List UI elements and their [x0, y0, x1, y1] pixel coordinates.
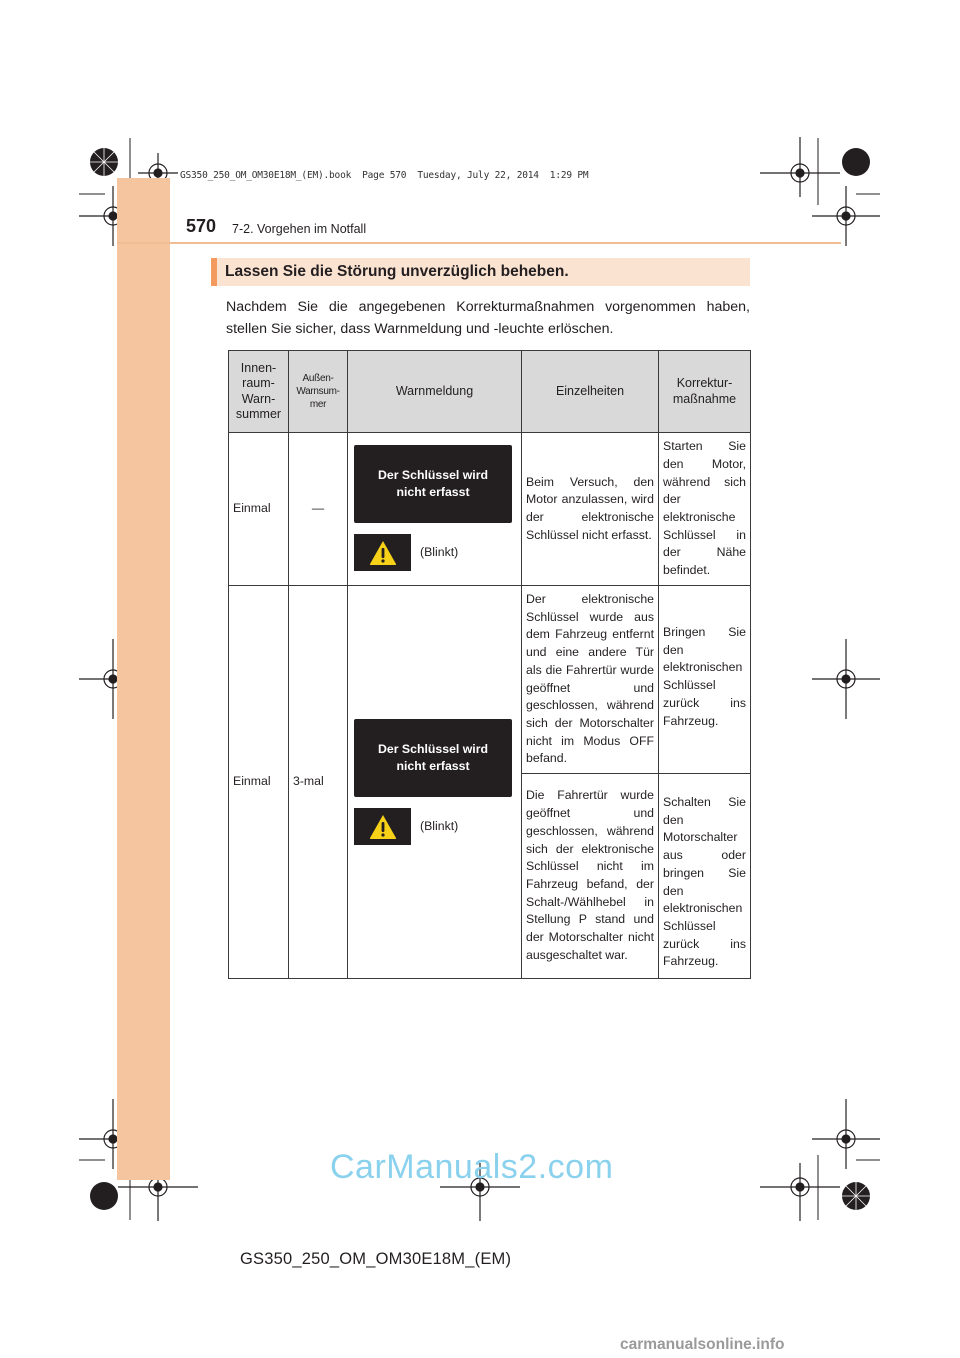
- cell-message: [348, 586, 522, 979]
- cell-action: Bringen Sie den elektronischen Schlüssel zurück ins Fahrzeug.: [659, 586, 751, 774]
- header-line: Außen-: [302, 373, 334, 384]
- display-message-box: [354, 719, 512, 797]
- box-heading: Lassen Sie die Störung unverzüglich beheben.: [211, 258, 750, 286]
- warning-triangle-icon: [354, 534, 411, 571]
- cell-action: Starten Sie den Motor, während sich der elektronische Schlüssel in der Nähe befindet.: [659, 433, 751, 586]
- header-line: raum-: [242, 376, 275, 390]
- watermark-carmanuals2: CarManuals2.com: [330, 1148, 614, 1186]
- cell-details: Beim Versuch, den Motor anzulassen, wird der elektronische Schlüssel nicht erfasst.: [522, 433, 659, 586]
- cell-outer-buzzer: 3-mal: [289, 586, 348, 979]
- display-line: nicht erfasst: [396, 759, 470, 773]
- side-color-strip: [117, 178, 170, 1180]
- watermark-carmanualsonline: carmanualsonline.info: [620, 1336, 785, 1353]
- table-header-row: [229, 351, 751, 433]
- warning-table: [228, 350, 751, 979]
- blink-label: (Blinkt): [420, 818, 459, 833]
- display-line: Der Schlüssel wird: [377, 742, 489, 756]
- cell-action: Schalten Sie den Motorschalter aus oder bringen Sie den elektronischen Schlüssel zurück ins Fahrzeug.: [659, 774, 751, 979]
- cell-details: Der elektronische Schlüssel wurde aus dem Fahrzeug entfernt und eine andere Tür als die Fahrertür wurde geöffnet und geschlossen, während sich der Motorschalter nicht im Modus OFF befand.: [522, 586, 659, 774]
- warning-light-row: [354, 808, 521, 845]
- header-line: mer: [309, 399, 327, 410]
- table-row: [229, 433, 751, 586]
- warning-light-row: [354, 534, 521, 571]
- display-message-box: [354, 445, 512, 523]
- header-line: Innen-: [240, 360, 277, 375]
- header-line: Korrektur-: [676, 376, 733, 390]
- header-details: Einzelheiten: [522, 351, 659, 433]
- cell-outer-buzzer: —: [289, 433, 348, 586]
- table-row: [229, 586, 751, 774]
- cell-details: Die Fahrertür wurde geöffnet und geschlossen, während sich der elektronische Schlüssel nicht im Fahrzeug befand, der Schalt-/Wählhebel in Stellung P stand und der Motorschalter nicht ausgeschaltet war.: [522, 774, 659, 979]
- header-action: [659, 351, 751, 433]
- cell-message: [348, 433, 522, 586]
- header-line: summer: [235, 407, 282, 421]
- cell-inner-buzzer: Einmal: [229, 433, 289, 586]
- section-title: 7-2. Vorgehen im Notfall: [232, 222, 367, 236]
- page-number: 570: [186, 216, 217, 236]
- display-line: nicht erfasst: [396, 485, 470, 499]
- blink-label: (Blinkt): [420, 544, 459, 559]
- warning-triangle-icon: [354, 808, 411, 845]
- header-message: Warnmeldung: [348, 351, 522, 433]
- display-line: Der Schlüssel wird: [377, 468, 489, 482]
- header-line: Warn-: [241, 391, 276, 406]
- header-outer-buzzer: [289, 351, 348, 433]
- header-line: Warnsum-: [296, 386, 340, 397]
- header-inner-buzzer: [229, 351, 289, 433]
- header-line: maßnahme: [672, 391, 737, 406]
- cell-inner-buzzer: Einmal: [229, 586, 289, 979]
- header-rule: [117, 242, 841, 244]
- footer-code: GS350_250_OM_OM30E18M_(EM): [240, 1250, 512, 1268]
- intro-paragraph: Nachdem Sie die angegebenen Korrekturmaßnahmen vorgenommen haben, stellen Sie sicher, dass Warnmeldung und -leuchte erlöschen.: [226, 299, 750, 337]
- book-info-line: GS350_250_OM_OM30E18M_(EM).book Page 570 Tuesday, July 22, 2014 1:29 PM: [180, 170, 589, 181]
